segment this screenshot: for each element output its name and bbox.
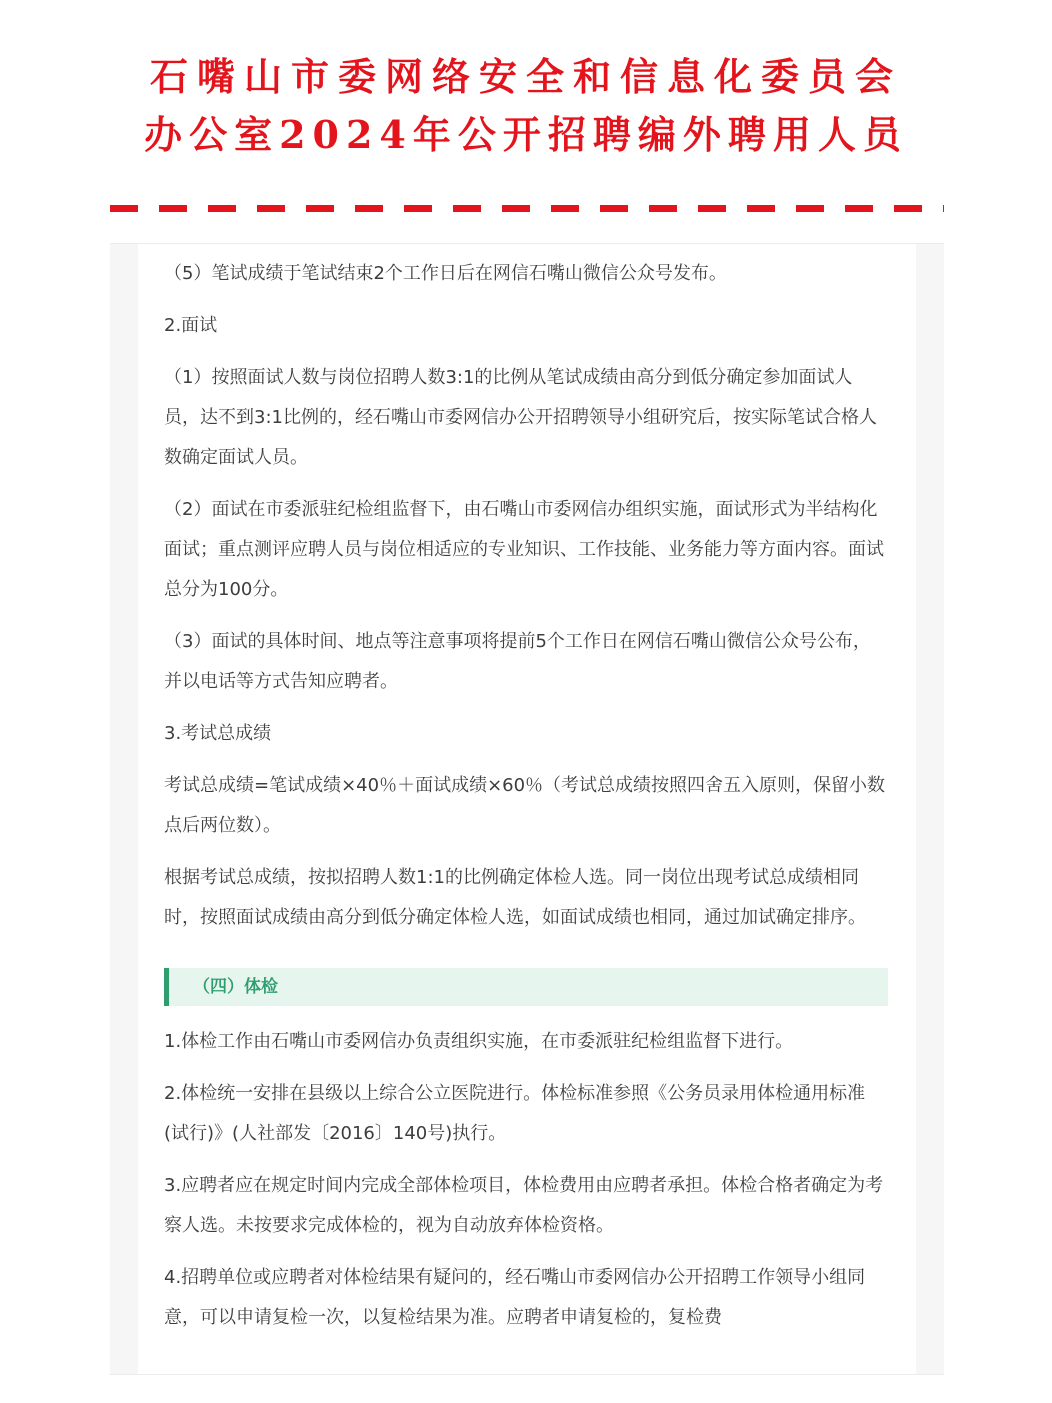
paragraph: 1.体检工作由石嘴山市委网信办负责组织实施，在市委派驻纪检组监督下进行。 — [164, 1031, 794, 1052]
paragraph: 3.应聘者应在规定时间内完成全部体检项目，体检费用由应聘者承担。体检合格者确定为考察人选。未按要求完成体检的，视为自动放弃体检资格。 — [164, 1175, 884, 1236]
dashed-divider — [110, 205, 944, 212]
paragraph: 4.招聘单位或应聘者对体检结果有疑问的，经石嘴山市委网信办公开招聘工作领导小组同意，可以申请复检一次，以复检结果为准。应聘者申请复检的，复检费 — [164, 1267, 866, 1328]
paragraph: （3）面试的具体时间、地点等注意事项将提前5个工作日在网信石嘴山微信公众号公布，并以电话等方式告知应聘者。 — [164, 631, 871, 692]
paragraph: 考试总成绩=笔试成绩×40％＋面试成绩×60％（考试总成绩按照四舍五入原则，保留小数点后两位数）。 — [164, 775, 886, 836]
paragraph: 3.考试总成绩 — [164, 723, 272, 744]
title-line-1: 石嘴山市委网络安全和信息化委员会 — [149, 54, 902, 99]
paragraph: （5）笔试成绩于笔试结束2个工作日后在网信石嘴山微信公众号发布。 — [164, 263, 727, 284]
paragraph: （1）按照面试人数与岗位招聘人数3:1的比例从笔试成绩由高分到低分确定参加面试人员，达不到3:1比例的，经石嘴山市委网信办公开招聘领导小组研究后，按实际笔试合格人数确定面试人员。 — [164, 367, 877, 468]
page-title — [0, 48, 1052, 164]
paragraph: 根据考试总成绩，按拟招聘人数1:1的比例确定体检人选。同一岗位出现考试总成绩相同时，按照面试成绩由高分到低分确定体检人选，如面试成绩也相同，通过加试确定排序。 — [164, 867, 866, 928]
title-line-2: 办公室2024年公开招聘编外聘用人员 — [144, 112, 908, 157]
paragraph: 2.面试 — [164, 315, 218, 336]
section-heading-physical-exam: （四）体检 — [164, 968, 888, 1006]
paragraph: （2）面试在市委派驻纪检组监督下，由石嘴山市委网信办组织实施，面试形式为半结构化面试；重点测评应聘人员与岗位相适应的专业知识、工作技能、业务能力等方面内容。面试总分为100分。 — [164, 499, 884, 600]
article-screenshot — [110, 243, 944, 1375]
paragraph: 2.体检统一安排在县级以上综合公立医院进行。体检标准参照《公务员录用体检通用标准(试行)》(人社部发〔2016〕140号)执行。 — [164, 1083, 866, 1144]
article-body — [138, 244, 916, 1374]
